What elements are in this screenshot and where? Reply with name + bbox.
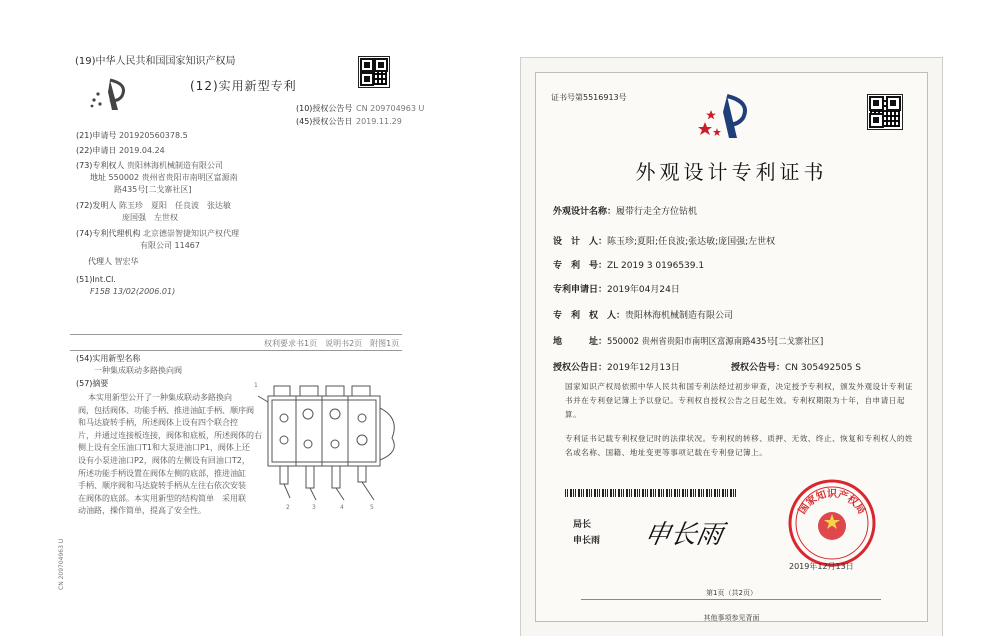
row-value: 2019年04月24日 [607, 285, 680, 295]
field-value: 庞国强 左世权 [122, 213, 178, 222]
row-label: 专 利 号： [553, 261, 608, 271]
field-value: 智宏华 [114, 257, 139, 266]
grant-paragraph: 国家知识产权局依照中华人民共和国专利法经过初步审查，决定授予专利权，颁发外观设计专利证书并在专利登记簿上予以登记。专利权自授权公告之日起生效。专利权期限为十年，自申请日起算。 [565, 382, 914, 419]
field-label: (22)申请日 [76, 146, 117, 155]
figure-label: 2 [286, 504, 290, 511]
abstract-line: 本实用新型公开了一种集成联动多路换向 [88, 393, 232, 402]
abstract-line: 和马达旋转手柄，所述阀体上设有四个联合控 [78, 418, 238, 428]
field-value: 550002 贵州省贵阳市南明区富源南 [108, 173, 238, 182]
field-label: 地址 [90, 173, 106, 182]
design-patent-certificate [521, 58, 942, 636]
qr-code-icon [867, 94, 903, 130]
field-label: 代理人 [88, 257, 112, 266]
pub-no-label: (10)授权公告号 [296, 104, 353, 113]
figure-label: 4 [340, 504, 344, 511]
row-value: 履带行走全方位钻机 [616, 207, 698, 217]
divider [581, 599, 881, 600]
row-label: 授权公告日： [553, 363, 608, 373]
row-value: ZL 2019 3 0196539.1 [607, 261, 705, 271]
cnipa-logo-icon [88, 78, 134, 112]
row-label: 地 址： [553, 337, 608, 347]
field-label: (21)申请号 [76, 131, 117, 140]
row-value: 贵阳林海机械制造有限公司 [625, 311, 734, 321]
abstract-line: 所述功能手柄设置在阀体左侧的底部，推进油缸 [78, 468, 246, 478]
figure-label: 1 [254, 382, 258, 389]
divider [70, 350, 402, 351]
pub-date-label: (45)授权公告日 [296, 117, 353, 126]
abstract-label: (57)摘要 [76, 379, 109, 388]
field-value: F15B 13/02(2006.01) [90, 287, 176, 296]
row-label: 外观设计名称： [553, 207, 617, 217]
abstract-line: 设有小泵进油口P2，阀体的左侧设有回油口T2， [78, 455, 250, 465]
certificate-title: 外观设计专利证书 [635, 160, 828, 184]
title-label: (54)实用新型名称 [76, 354, 141, 363]
field-value: 北京德崇智捷知识产权代理 [142, 229, 239, 238]
abstract-line: 动油路，操作简单，提高了安全性。 [78, 506, 206, 516]
row-value: 2019年12月13日 [607, 363, 680, 373]
field-value: 路435号[二戈寨社区] [114, 185, 192, 194]
record-paragraph: 专利证书记载专利权登记时的法律状况。专利权的转移、质押、无效、终止、恢复和专利权人的姓名或名称、国籍、地址变更等事项记载在专利登记簿上。 [565, 434, 914, 457]
field-value: 有限公司 11467 [140, 241, 200, 250]
row-label: 专 利 权 人： [553, 311, 626, 321]
field-label: (74)专利代理机构 [76, 229, 141, 238]
field-label: (72)发明人 [76, 201, 117, 210]
pub-no: CN 305492505 S [785, 363, 862, 373]
side-code: CN 209704963 U [58, 538, 65, 590]
page-counts: 权利要求书1页 说明书2页 附图1页 [264, 339, 400, 348]
divider [70, 334, 402, 335]
cnipa-logo-icon [697, 94, 755, 140]
row-label: 专利申请日： [553, 285, 608, 295]
certificate-number: 证书号第5516913号 [551, 93, 627, 102]
field-label: (73)专利权人 [76, 161, 125, 170]
barcode-icon [565, 489, 737, 497]
abstract-line: 片，并通过连接板连接，阀体和底板，所述阀体的右 [78, 430, 262, 440]
field-value: 贵阳林海机械制造有限公司 [126, 161, 223, 170]
field-value: 陈玉珍 夏阳 任良波 张达敏 [118, 201, 231, 210]
director-label: 局长 [573, 520, 592, 530]
field-value: 201920560378.5 [118, 131, 188, 140]
pub-no-label: 授权公告号： [731, 363, 786, 373]
page-number: 第1页（共2页） [706, 589, 757, 597]
valve-drawing [250, 378, 410, 518]
director-signature: 申长雨 [641, 520, 726, 550]
row-label: 设 计 人： [553, 237, 608, 247]
row-value: 550002 贵州省贵阳市南明区富源南路435号[二戈寨社区] [607, 336, 824, 346]
footer-note: 其他事项参见背面 [703, 614, 760, 622]
seal-text: 国家知识产权局 [797, 489, 867, 517]
director-name-label: 申长雨 [573, 536, 601, 546]
field-label: (51)Int.Cl. [76, 275, 116, 284]
abstract-line: 手柄、顺序阀和马达旋转手柄从左往右依次安装 [78, 481, 246, 491]
document-kind: (12)实用新型专利 [190, 79, 297, 93]
field-value: 2019.04.24 [118, 146, 165, 155]
abstract-text [78, 392, 262, 518]
pub-date: 2019.11.29 [356, 117, 402, 126]
pub-no: CN 209704963 U [356, 104, 425, 113]
official-seal-icon [787, 478, 877, 568]
figure-label: 5 [370, 504, 374, 511]
qr-code-icon [358, 56, 390, 88]
utility-title: 一种集成联动多路换向阀 [94, 366, 182, 375]
abstract-line: 在阀体的底部。本实用新型的结构简单 采用联 [78, 493, 246, 503]
figure-label: 3 [312, 504, 316, 511]
authority-header: (19)中华人民共和国国家知识产权局 [75, 56, 236, 67]
abstract-line: 侧上设有全压油口T1和大泵进油口P1，阀体上还 [78, 443, 250, 453]
abstract-line: 阀，包括阀体、功能手柄、推进油缸手柄、顺序阀 [78, 405, 254, 415]
bibliographic-fields [76, 130, 296, 298]
row-value: 陈玉珍;夏阳;任良波;张达敏;庞国强;左世权 [607, 237, 776, 247]
seal-date: 2019年12月13日 [789, 562, 854, 571]
